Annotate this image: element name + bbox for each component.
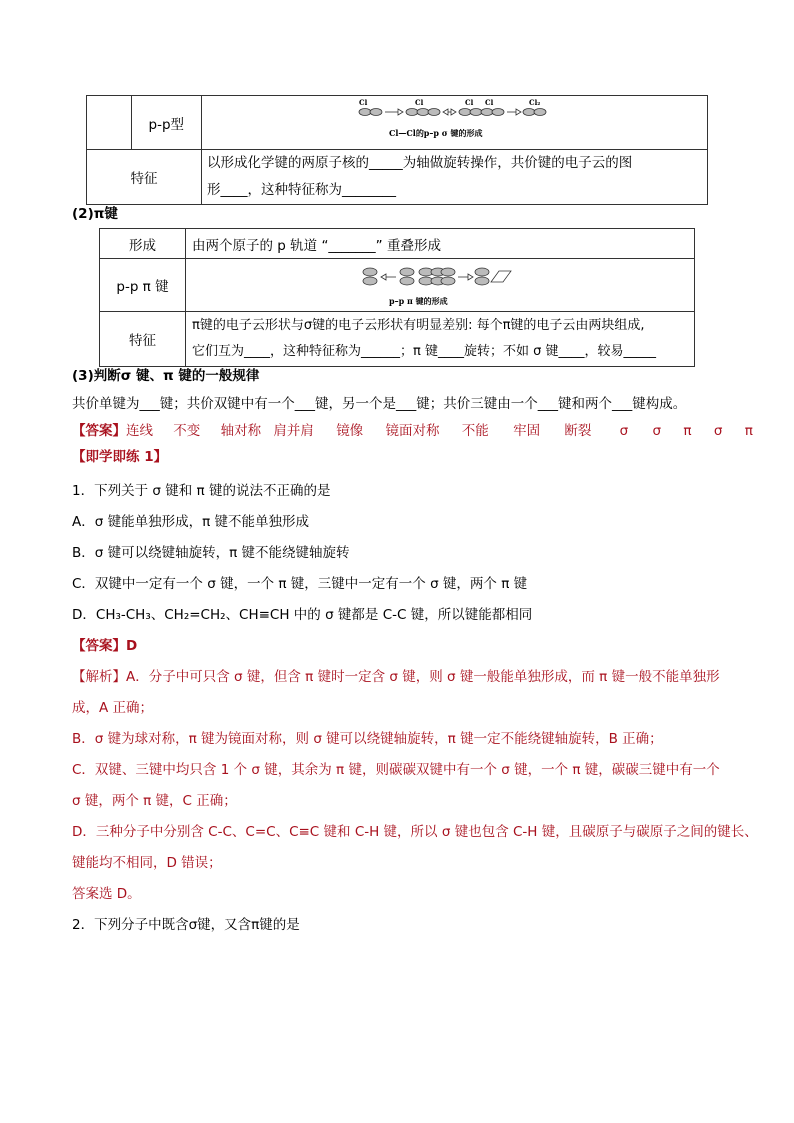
- answer-item: 镜像: [336, 423, 364, 439]
- answer-item: 连线: [126, 423, 153, 439]
- table-pi-bond: [99, 228, 695, 367]
- table-cell-empty: [87, 96, 132, 150]
- pi-orbital-overlap-figure: [363, 268, 511, 285]
- practice-heading: 【即学即练 1】: [72, 449, 168, 465]
- q1-option-b: B．σ 键可以绕键轴旋转，π 键不能绕键轴旋转: [72, 545, 350, 561]
- diagram-label-cl-1: Cl: [359, 98, 368, 107]
- formation-label-cell: [100, 229, 186, 259]
- q1-analysis-d-line1: D．三种分子中分别含 C-C、C=C、C≡C 键和 C-H 键，所以 σ 键也包含 C-H 键，且碳原子与碳原子之间的键长、: [72, 824, 758, 840]
- q1-analysis-b: B．σ 键为球对称，π 键为镜面对称，则 σ 键可以绕键轴旋转，π 键一定不能绕键轴旋转，B 正确；: [72, 731, 663, 747]
- pi-feature-line-1: π键的电子云形状与σ键的电子云形状有明显差别: 每个π键的电子云由两块组成,: [192, 318, 645, 333]
- answer-item: σ: [652, 423, 662, 439]
- answer-item: π: [744, 423, 753, 439]
- answer-item: 肩并肩: [273, 423, 314, 439]
- q1-option-c: C．双键中一定有一个 σ 键，一个 π 键，三键中一定有一个 σ 键，两个 π 键: [72, 576, 528, 592]
- pi-bond-formation-diagram: [186, 259, 694, 311]
- q1-answer: 【答案】D: [72, 638, 138, 654]
- rule-text: 共价单键为___键；共价双键中有一个___键，另一个是___键；共价三键由一个___键和两个___键构成。: [72, 396, 687, 412]
- pp-pi-label: p-p π 键: [116, 279, 169, 295]
- answer-item: π: [683, 423, 692, 439]
- answer-item: 轴对称: [220, 423, 262, 439]
- answer-item: 牢固: [513, 423, 541, 439]
- diagram-label-cl-4: Cl: [485, 98, 494, 107]
- answer-item: σ: [713, 423, 723, 439]
- sigma-diagram-cell: [202, 96, 708, 150]
- section3-heading: (3)判断σ 键、π 键的一般规律: [72, 368, 260, 384]
- formation-text-cell: [186, 229, 695, 259]
- answer-tag: 【答案】: [72, 423, 126, 439]
- q1-analysis-d-line2: 键能均不相同，D 错误；: [72, 855, 222, 871]
- pi-feature-label: 特征: [129, 333, 156, 349]
- formation-label: 形成: [129, 237, 156, 254]
- feature-label-cell: [87, 150, 202, 205]
- feature-text-line-2: 形____，这种特征称为________: [207, 182, 396, 198]
- feature-text-cell: [202, 150, 708, 205]
- formation-text: 由两个原子的 p 轨道 “_______” 重叠形成: [192, 237, 441, 254]
- q1-analysis-a-line2: 成，A 正确；: [72, 700, 154, 716]
- feature-label: 特征: [130, 171, 158, 187]
- q1-option-a: A．σ 键能单独形成，π 键不能单独形成: [72, 514, 310, 530]
- pi-diagram-cell: [186, 259, 695, 312]
- diagram-label-cl-2: Cl: [415, 98, 424, 107]
- diagram-label-cl2: Cl₂: [529, 98, 541, 107]
- answer-item: σ: [619, 423, 629, 439]
- q1-analysis-c-line1: C．双键、三键中均只含 1 个 σ 键，其余为 π 键，则碳碳双键中有一个 σ 键，一个 π 键，碳碳三键中有一个: [72, 762, 720, 778]
- section-pi-heading: (2)π键: [72, 206, 118, 222]
- answer-item: 镜面对称: [385, 423, 440, 439]
- pp-type-label: p-p型: [148, 116, 185, 133]
- pi-feature-label-cell: [100, 312, 186, 367]
- pp-pi-label-cell: [100, 259, 186, 312]
- q1-option-d: D．CH₃-CH₃、CH₂=CH₂、CH≡CH 中的 σ 键都是 C-C 键，所以键能都相同: [72, 607, 533, 623]
- answer-item: 不变: [173, 423, 201, 439]
- pp-type-label-cell: [131, 96, 201, 150]
- pi-feature-text-cell: [186, 312, 695, 367]
- answer-item: 不能: [461, 423, 489, 439]
- pi-feature-line-2: 它们互为____，这种特征称为______；π 键____旋转；不如 σ 键____，较易_____: [192, 344, 656, 359]
- q1-conclusion: 答案选 D。: [72, 886, 141, 902]
- feature-text-line-1: 以形成化学键的两原子核的_____为轴做旋转操作，共价键的电子云的图: [207, 155, 633, 171]
- sigma-bond-formation-diagram: [202, 96, 707, 149]
- q1-stem: 1．下列关于 σ 键和 π 键的说法不正确的是: [72, 483, 331, 499]
- q2-stem: 2．下列分子中既含σ键，又含π键的是: [72, 917, 300, 933]
- q1-analysis-c-line2: σ 键，两个 π 键，C 正确；: [72, 793, 237, 809]
- table-sigma-bond: [86, 95, 708, 205]
- diagram-label-cl-3: Cl: [465, 98, 474, 107]
- sigma-diagram-caption: Cl—Cl的p–p σ 键的形成: [389, 128, 483, 138]
- answer-item: 断裂: [564, 423, 592, 439]
- q1-analysis-a-line1: 【解析】A．分子中可只含 σ 键，但含 π 键时一定含 σ 键，则 σ 键一般能单独形成，而 π 键一般不能单独形: [72, 669, 720, 685]
- cl-cl-orbital-overlap-figure: [359, 109, 546, 116]
- pi-diagram-caption: p–p π 键的形成: [389, 296, 448, 306]
- answers-line: [72, 421, 753, 441]
